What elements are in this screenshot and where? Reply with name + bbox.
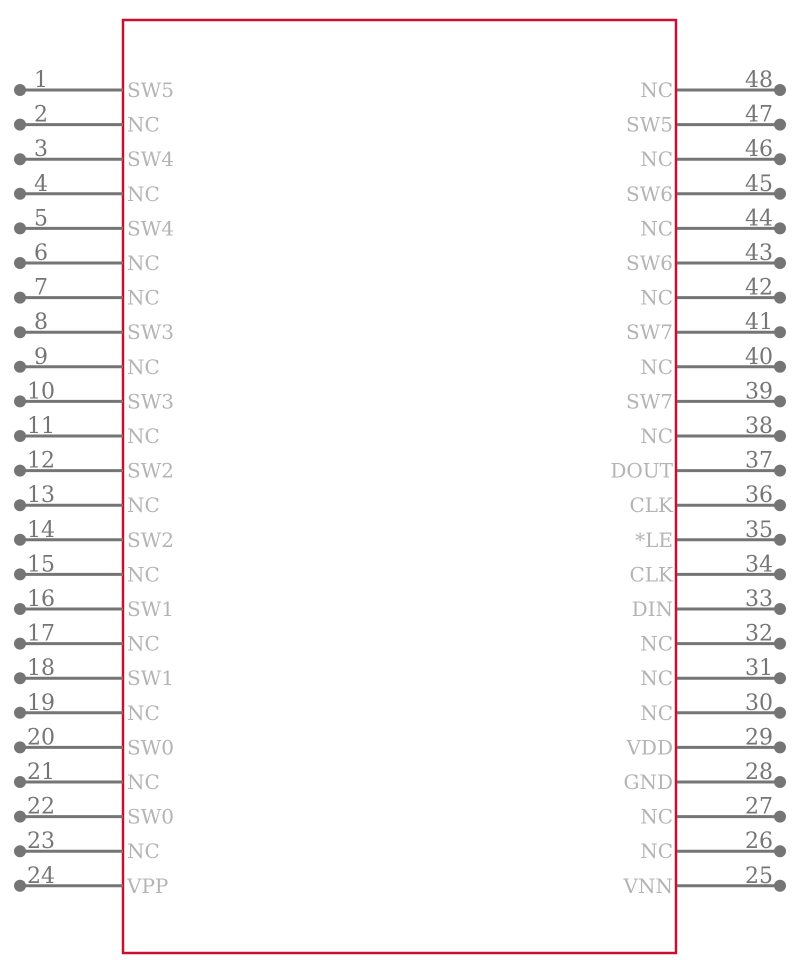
pin-name: GND (623, 770, 673, 794)
pin-endpoint-dot (774, 811, 786, 823)
pin-10 (14, 379, 174, 413)
pin-endpoint-dot (14, 499, 26, 511)
pin-number: 32 (745, 621, 773, 647)
pin-number: 46 (745, 137, 773, 163)
pin-endpoint-dot (14, 84, 26, 96)
pin-name: NC (127, 181, 160, 206)
pin-endpoint-dot (14, 707, 26, 719)
pin-name: SW0 (127, 735, 174, 760)
pin-name: VNN (623, 873, 673, 898)
pin-1 (14, 68, 174, 102)
pin-23 (14, 829, 160, 863)
pin-28 (623, 760, 786, 794)
pin-endpoint-dot (774, 84, 786, 96)
pin-name: NC (640, 424, 673, 448)
pin-endpoint-dot (14, 465, 26, 477)
pin-12 (14, 449, 174, 483)
pin-number: 42 (745, 275, 773, 301)
pin-endpoint-dot (14, 361, 26, 373)
pin-number: 7 (34, 275, 48, 301)
pin-endpoint-dot (774, 188, 786, 200)
pin-name: NC (640, 700, 673, 725)
pin-number: 26 (745, 829, 773, 855)
right-pin-group (610, 68, 786, 898)
pin-number: 17 (27, 621, 55, 647)
pin-15 (14, 552, 160, 586)
pin-number: 1 (34, 68, 48, 93)
pin-name: NC (127, 424, 160, 448)
pin-endpoint-dot (14, 845, 26, 857)
pin-42 (640, 276, 786, 310)
pin-30 (640, 691, 786, 725)
pin-number: 8 (34, 310, 48, 336)
pin-number: 39 (745, 379, 773, 405)
pin-number: 45 (745, 171, 773, 197)
pin-number: 24 (27, 863, 55, 889)
pin-endpoint-dot (14, 395, 26, 407)
pin-46 (640, 137, 786, 171)
pin-name: SW3 (127, 320, 174, 345)
pin-name: DIN (631, 597, 673, 621)
pin-name: SW2 (127, 527, 174, 552)
pin-name: NC (640, 285, 673, 310)
pin-number: 48 (745, 68, 773, 93)
pin-number: 29 (745, 725, 773, 751)
pin-25 (623, 864, 786, 898)
pin-name: NC (640, 354, 673, 379)
pin-31 (640, 656, 786, 690)
pin-endpoint-dot (774, 880, 786, 892)
pin-number: 19 (27, 690, 55, 716)
pin-41 (626, 310, 786, 344)
pin-endpoint-dot (774, 499, 786, 511)
pin-45 (626, 172, 786, 206)
pin-name: NC (127, 631, 160, 656)
pin-endpoint-dot (14, 257, 26, 269)
pin-number: 27 (745, 794, 773, 820)
pin-32 (640, 622, 786, 656)
pin-number: 21 (27, 760, 55, 785)
pin-21 (14, 760, 160, 794)
pin-endpoint-dot (14, 326, 26, 338)
pin-number: 36 (745, 483, 773, 509)
pin-number: 15 (27, 552, 55, 578)
pin-endpoint-dot (14, 188, 26, 200)
pin-name: SW6 (626, 181, 673, 206)
pin-name: NC (127, 700, 160, 725)
pin-endpoint-dot (774, 638, 786, 650)
pin-number: 16 (27, 587, 55, 612)
pin-endpoint-dot (774, 430, 786, 442)
pin-26 (640, 829, 786, 863)
pin-20 (14, 725, 174, 759)
pin-47 (626, 103, 786, 137)
pin-number: 12 (27, 448, 55, 474)
pin-name: VPP (127, 873, 169, 898)
pin-name: NC (127, 251, 160, 275)
pin-number: 40 (745, 344, 773, 370)
pin-39 (626, 379, 786, 413)
pin-endpoint-dot (14, 672, 26, 684)
pin-endpoint-dot (14, 568, 26, 580)
pin-number: 25 (745, 863, 773, 889)
pin-6 (14, 241, 160, 275)
pin-9 (14, 345, 160, 379)
pin-19 (14, 691, 160, 725)
pin-name: SW5 (626, 112, 673, 137)
pin-endpoint-dot (774, 361, 786, 373)
pin-38 (640, 414, 786, 448)
left-pin-group (14, 68, 174, 898)
pin-name: *LE (635, 527, 673, 552)
pin-34 (629, 552, 786, 586)
pin-name: CLK (629, 562, 673, 587)
pin-11 (14, 414, 160, 448)
pin-name: NC (127, 562, 160, 587)
pin-name: SW5 (127, 78, 174, 102)
pin-endpoint-dot (774, 776, 786, 788)
pin-name: NC (127, 493, 160, 518)
pin-endpoint-dot (774, 257, 786, 269)
pin-name: NC (127, 770, 160, 794)
pin-endpoint-dot (774, 741, 786, 753)
pin-37 (610, 449, 786, 483)
pin-7 (14, 276, 160, 310)
pin-40 (640, 345, 786, 379)
pin-name: NC (127, 285, 160, 310)
pin-endpoint-dot (774, 326, 786, 338)
pin-4 (14, 172, 160, 206)
pin-endpoint-dot (774, 845, 786, 857)
pin-endpoint-dot (14, 811, 26, 823)
pin-14 (14, 518, 174, 552)
pin-number: 23 (27, 829, 55, 855)
pin-endpoint-dot (774, 534, 786, 546)
pin-endpoint-dot (774, 465, 786, 477)
pin-name: SW1 (127, 597, 174, 621)
pin-endpoint-dot (14, 534, 26, 546)
pin-17 (14, 622, 160, 656)
pin-number: 6 (34, 241, 48, 266)
pin-number: 4 (34, 171, 48, 197)
pin-endpoint-dot (14, 776, 26, 788)
pin-35 (635, 518, 786, 552)
pin-24 (14, 864, 168, 898)
pin-endpoint-dot (14, 119, 26, 131)
pin-number: 13 (27, 483, 55, 509)
pin-name: SW7 (626, 320, 673, 345)
pin-name: NC (640, 631, 673, 656)
pin-name: NC (127, 839, 160, 864)
pin-endpoint-dot (774, 292, 786, 304)
pin-name: NC (640, 666, 673, 691)
pin-48 (640, 68, 786, 102)
pin-endpoint-dot (774, 222, 786, 234)
pin-number: 38 (745, 414, 773, 439)
pin-name: NC (640, 804, 673, 829)
pin-endpoint-dot (774, 707, 786, 719)
pin-endpoint-dot (14, 638, 26, 650)
pin-number: 2 (34, 102, 48, 128)
pin-name: SW3 (127, 389, 174, 414)
pin-endpoint-dot (14, 741, 26, 753)
pin-name: SW4 (127, 147, 174, 172)
pin-number: 20 (27, 725, 55, 751)
pin-endpoint-dot (774, 395, 786, 407)
pin-name: SW7 (626, 389, 673, 414)
pin-number: 22 (27, 794, 55, 820)
pin-name: SW0 (127, 804, 174, 829)
pin-number: 34 (745, 552, 773, 578)
pin-5 (14, 206, 174, 240)
pin-3 (14, 137, 174, 171)
pin-endpoint-dot (774, 153, 786, 165)
pin-endpoint-dot (774, 568, 786, 580)
pin-number: 35 (745, 517, 773, 543)
pin-number: 47 (745, 102, 773, 128)
pin-name: NC (640, 839, 673, 864)
pin-number: 3 (34, 137, 48, 163)
pin-number: 33 (745, 587, 773, 612)
pin-number: 44 (745, 206, 773, 232)
pin-16 (14, 587, 174, 621)
pin-name: SW1 (127, 666, 174, 691)
pin-number: 28 (745, 760, 773, 785)
pin-18 (14, 656, 174, 690)
pin-number: 14 (27, 517, 55, 543)
pin-endpoint-dot (14, 603, 26, 615)
pin-name: SW2 (127, 458, 174, 483)
pin-name: NC (640, 147, 673, 172)
pin-number: 41 (745, 310, 773, 336)
pin-name: NC (640, 78, 673, 102)
pin-endpoint-dot (14, 222, 26, 234)
pin-number: 30 (745, 690, 773, 716)
pin-43 (626, 241, 786, 275)
pin-name: DOUT (610, 458, 673, 483)
pin-29 (625, 725, 786, 759)
pin-33 (632, 587, 786, 621)
pin-name: NC (640, 216, 673, 241)
pin-number: 5 (34, 206, 48, 232)
pin-27 (640, 795, 786, 829)
pin-number: 10 (27, 379, 55, 405)
pin-number: 18 (27, 656, 55, 682)
pin-22 (14, 795, 174, 829)
pin-endpoint-dot (774, 672, 786, 684)
pin-endpoint-dot (14, 430, 26, 442)
pin-number: 11 (27, 414, 55, 439)
pin-2 (14, 103, 160, 137)
pin-number: 9 (34, 344, 48, 370)
pin-endpoint-dot (14, 880, 26, 892)
pin-name: CLK (629, 493, 673, 518)
pin-36 (629, 483, 786, 517)
ic-body-outline (123, 20, 676, 953)
pin-endpoint-dot (14, 153, 26, 165)
pin-name: SW6 (626, 251, 673, 275)
pin-13 (14, 483, 160, 517)
pin-name: NC (127, 112, 160, 137)
pin-endpoint-dot (774, 119, 786, 131)
pin-number: 31 (745, 656, 773, 682)
pin-8 (14, 310, 174, 344)
pin-endpoint-dot (774, 603, 786, 615)
pin-name: VDD (626, 735, 673, 760)
pin-name: NC (127, 354, 160, 379)
pin-number: 43 (745, 241, 773, 266)
pin-44 (640, 206, 786, 240)
pin-endpoint-dot (14, 292, 26, 304)
pin-number: 37 (745, 448, 773, 474)
pin-name: SW4 (127, 216, 174, 241)
